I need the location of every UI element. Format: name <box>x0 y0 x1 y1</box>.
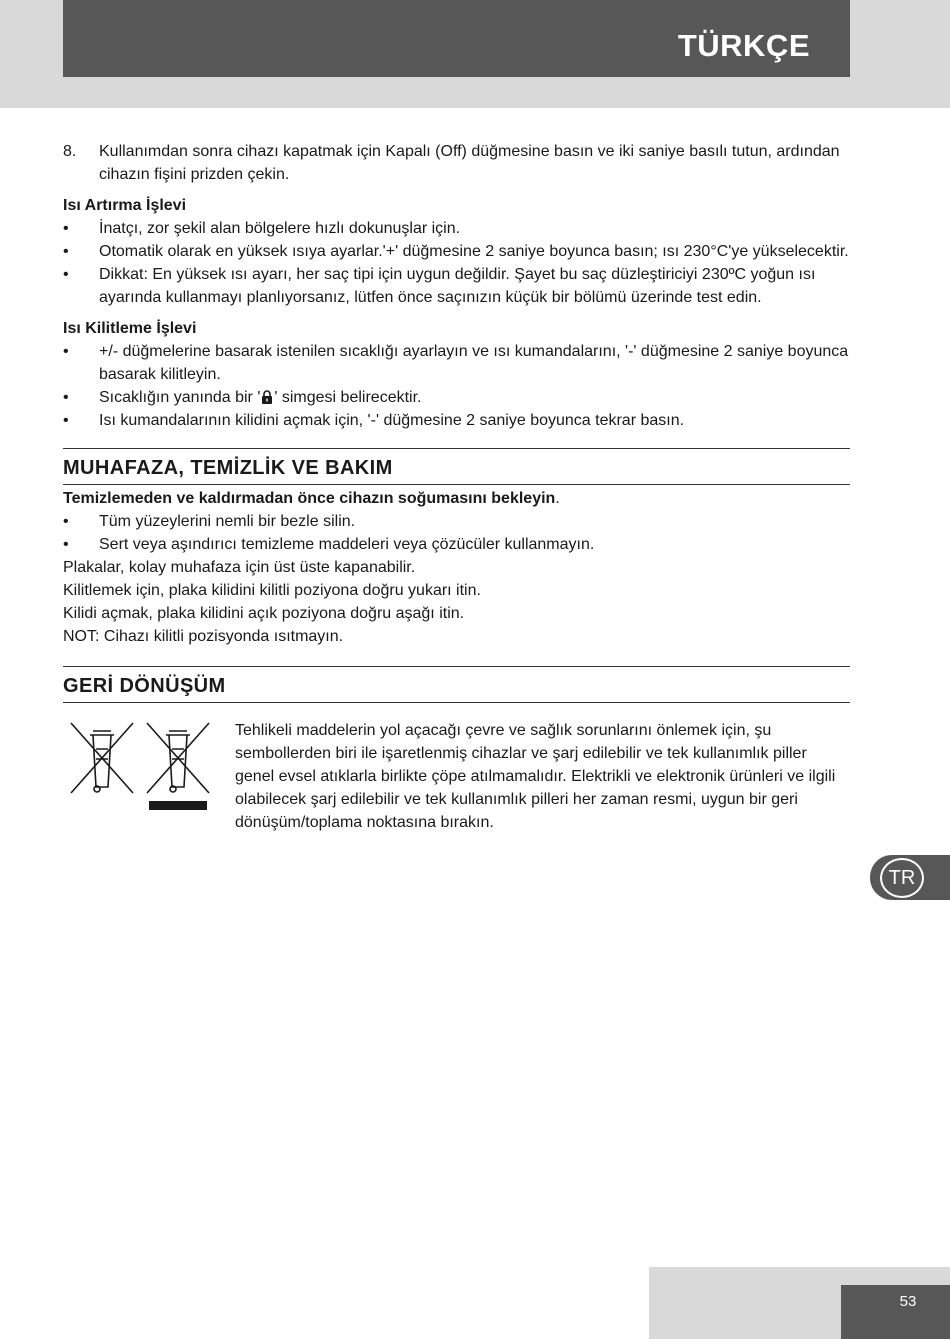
bullet: • <box>63 412 69 429</box>
bullet: • <box>63 343 69 360</box>
list-item <box>63 263 850 309</box>
header-band-dark <box>63 0 850 77</box>
care-line: Plakalar, kolay muhafaza için üst üste kapanabilir. <box>63 559 416 576</box>
list-item <box>63 533 850 556</box>
step-8 <box>63 140 850 186</box>
step-number: 8. <box>63 143 77 160</box>
list-item-text: Tüm yüzeylerini nemli bir bezle silin. <box>99 513 356 530</box>
heat-lock-list <box>63 340 850 432</box>
list-item-text: ' simgesi belirecektir. <box>274 389 422 406</box>
footer-band-dark <box>841 1285 950 1339</box>
recycling-text: Tehlikeli maddelerin yol açacağı çevre ve sağlık sorunlarını önlemek için, şu sembollerden biri ile işaretlenmiş cihazlar ve şarj edilebilir ve tek kullanımlık piller genel evsel atıklarla birlikte çöpe atılmamalıdır. Elektrikli ve elektronik ürünleri ve ilgili olabilecek şarj edilebilir ve tek kullanımlık pilleri her zaman resmi, uygun bir geri dönüşüm/toplama noktasına bırakın. <box>235 722 836 831</box>
list-item <box>63 409 850 432</box>
recycling-block <box>63 713 850 873</box>
crossed-bin-icons <box>69 721 219 813</box>
list-item-text: Isı kumandalarının kilidini açmak için, '-' düğmesine 2 saniye boyunca tekrar basın. <box>99 412 685 429</box>
lock-icon <box>261 390 273 404</box>
list-item <box>63 240 850 263</box>
step-text: Kullanımdan sonra cihazı kapatmak için Kapalı (Off) düğmesine basın ve iki saniye basılı tutun, ardından cihazın fişini prizden çekin. <box>99 143 840 183</box>
list-item <box>63 386 850 409</box>
care-warning-period: . <box>555 490 560 507</box>
bullet: • <box>63 220 69 237</box>
care-line: Kilidi açmak, plaka kilidini açık poziyona doğru aşağı itin. <box>63 605 465 622</box>
page-number: 53 <box>899 1293 917 1310</box>
care-warning-text: Temizlemeden ve kaldırmadan önce cihazın soğumasını bekleyin <box>63 490 556 507</box>
language-title: TÜRKÇE <box>677 28 810 63</box>
list-item-text: İnatçı, zor şekil alan bölgelere hızlı dokunuşlar için. <box>99 220 461 237</box>
care-heading: MUHAFAZA, TEMİZLİK VE BAKIM <box>63 448 850 485</box>
language-tab-label: TR <box>880 858 924 898</box>
list-item-text: Otomatik olarak en yüksek ısıya ayarlar.'+' düğmesine 2 saniye boyunca basın; ısı 230°C'ye yükselecektir. <box>99 243 849 260</box>
care-line: Kilitlemek için, plaka kilidini kilitli poziyona doğru yukarı itin. <box>63 582 481 599</box>
care-note: NOT: Cihazı kilitli pozisyonda ısıtmayın. <box>63 628 344 645</box>
solid-bar <box>149 801 207 810</box>
language-tab <box>870 855 950 900</box>
bullet: • <box>63 513 69 530</box>
list-item-text: Sert veya aşındırıcı temizleme maddeleri veya çözücüler kullanmayın. <box>99 536 595 553</box>
list-item-text: Sıcaklığın yanında bir ' <box>99 389 261 406</box>
heat-boost-list <box>63 217 850 309</box>
care-warning <box>63 487 850 510</box>
heat-boost-title: Isı Artırma İşlevi <box>63 197 187 214</box>
list-item-text: Dikkat: En yüksek ısı ayarı, her saç tipi için uygun değildir. Şayet bu saç düzleştiriciyi 230ºC yoğun ısı ayarında kullanmayı planlıyorsanız, lütfen önce saçınızın küçük bir bölümü üzerinde test edin. <box>99 266 816 306</box>
bullet: • <box>63 536 69 553</box>
crossed-bin-icon <box>71 723 133 793</box>
recycling-heading: GERİ DÖNÜŞÜM <box>63 666 850 703</box>
care-list <box>63 510 850 556</box>
heat-lock-title: Isı Kilitleme İşlevi <box>63 320 197 337</box>
crossed-bin-with-bar-icon <box>147 723 209 793</box>
bullet: • <box>63 243 69 260</box>
page-content <box>63 140 850 873</box>
list-item <box>63 510 850 533</box>
list-item <box>63 217 850 240</box>
list-item <box>63 340 850 386</box>
bullet: • <box>63 389 69 406</box>
list-item-text: +/- düğmelerine basarak istenilen sıcaklığı ayarlayın ve ısı kumandalarını, '-' düğmesine 2 saniye boyunca basarak kilitleyin. <box>99 343 849 383</box>
bullet: • <box>63 266 69 283</box>
